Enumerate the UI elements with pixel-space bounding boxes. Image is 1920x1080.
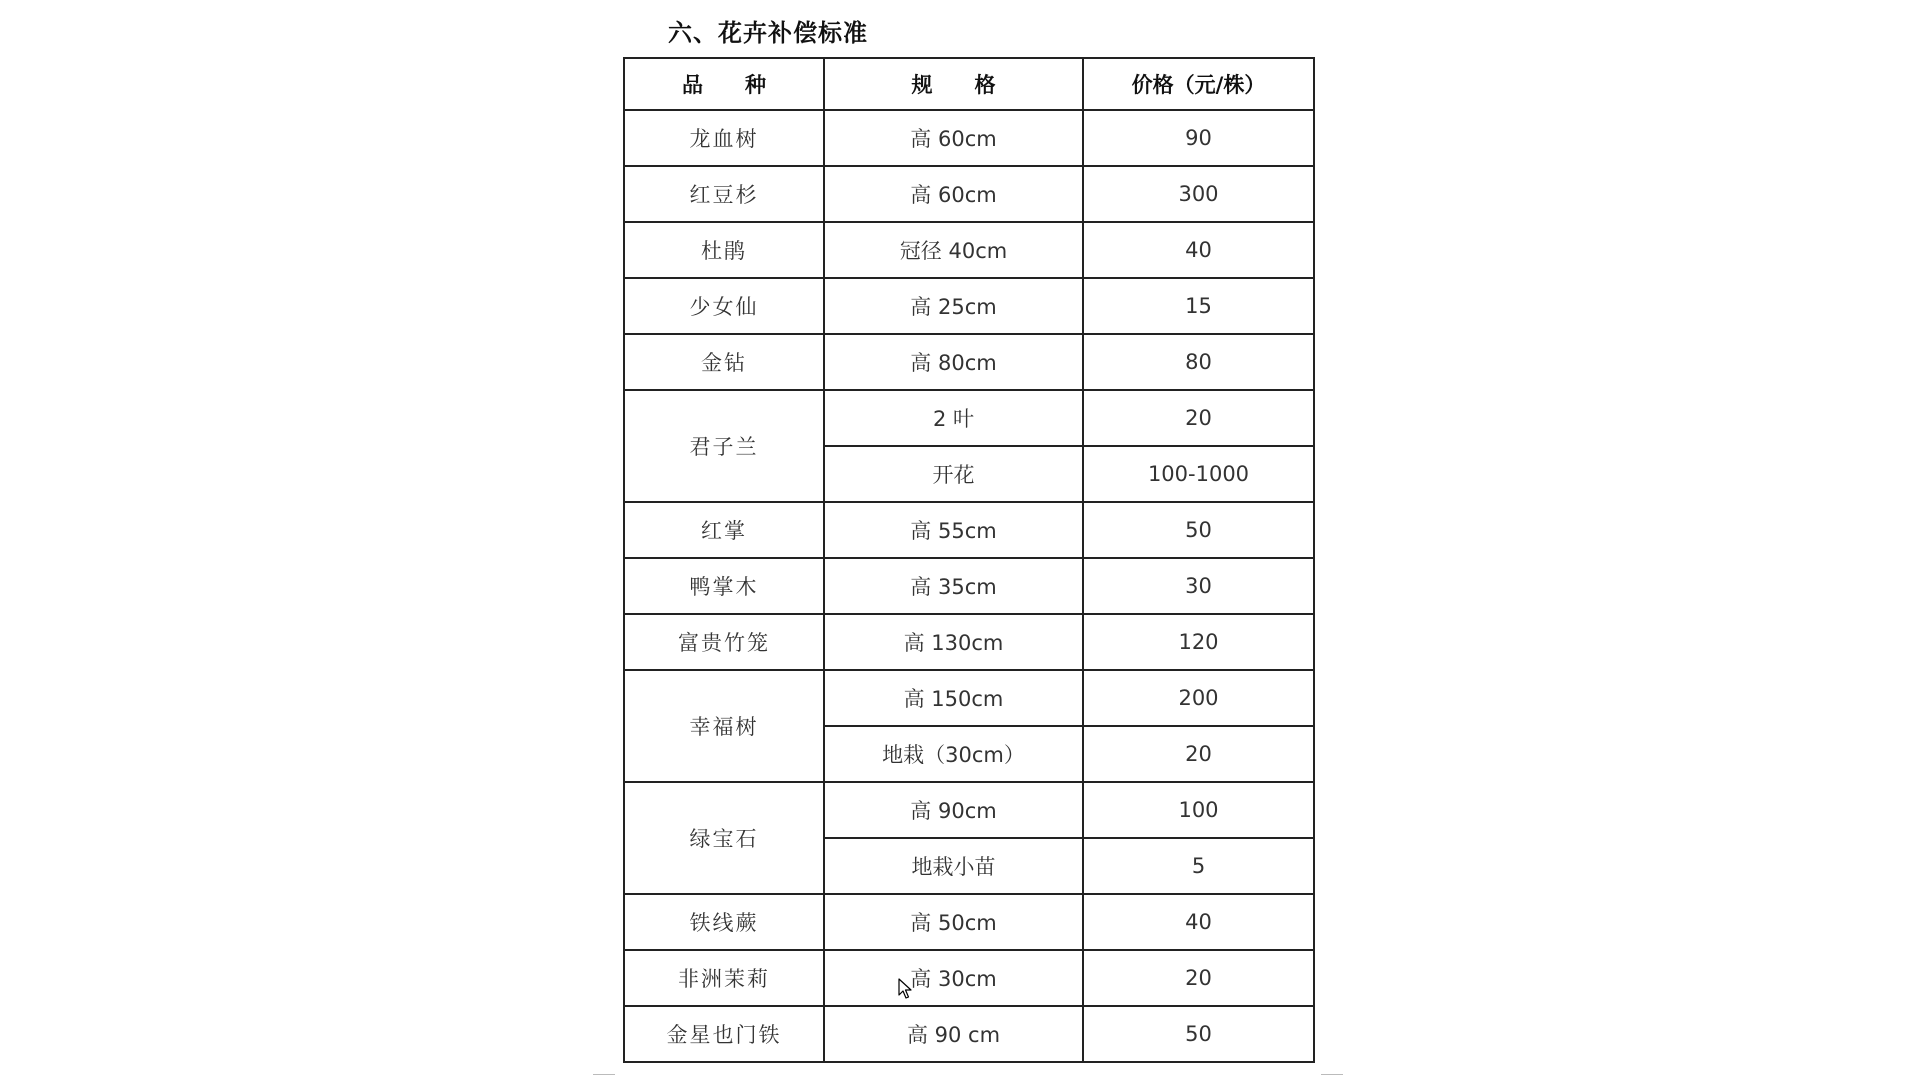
price-cell: 120 bbox=[1083, 614, 1314, 670]
variety-cell: 红掌 bbox=[624, 502, 824, 558]
spec-cell: 高 60cm bbox=[824, 110, 1083, 166]
variety-cell: 龙血树 bbox=[624, 110, 824, 166]
price-cell: 30 bbox=[1083, 558, 1314, 614]
spec-cell: 2 叶 bbox=[824, 390, 1083, 446]
spec-cell: 高 25cm bbox=[824, 278, 1083, 334]
price-cell: 100-1000 bbox=[1083, 446, 1314, 502]
price-cell: 200 bbox=[1083, 670, 1314, 726]
table-row bbox=[624, 278, 1314, 334]
table-row bbox=[624, 670, 1314, 726]
price-cell: 300 bbox=[1083, 166, 1314, 222]
price-cell: 50 bbox=[1083, 1006, 1314, 1062]
spec-cell: 高 50cm bbox=[824, 894, 1083, 950]
variety-cell: 富贵竹笼 bbox=[624, 614, 824, 670]
variety-cell: 杜鹃 bbox=[624, 222, 824, 278]
variety-cell: 金星也门铁 bbox=[624, 1006, 824, 1062]
price-cell: 5 bbox=[1083, 838, 1314, 894]
mouse-pointer-icon bbox=[898, 978, 912, 1000]
table-header-row bbox=[624, 58, 1314, 110]
table-row bbox=[624, 502, 1314, 558]
spec-cell: 高 150cm bbox=[824, 670, 1083, 726]
spec-cell: 高 80cm bbox=[824, 334, 1083, 390]
price-cell: 90 bbox=[1083, 110, 1314, 166]
spec-cell: 地栽小苗 bbox=[824, 838, 1083, 894]
variety-cell: 君子兰 bbox=[624, 390, 824, 502]
price-cell: 20 bbox=[1083, 390, 1314, 446]
table-row bbox=[624, 782, 1314, 838]
spec-cell: 开花 bbox=[824, 446, 1083, 502]
price-cell: 40 bbox=[1083, 894, 1314, 950]
variety-cell: 红豆杉 bbox=[624, 166, 824, 222]
table-row bbox=[624, 166, 1314, 222]
table-row bbox=[624, 334, 1314, 390]
header-variety: 品 种 bbox=[624, 58, 824, 110]
price-cell: 20 bbox=[1083, 950, 1314, 1006]
spec-cell: 高 55cm bbox=[824, 502, 1083, 558]
spec-cell: 高 130cm bbox=[824, 614, 1083, 670]
table-row bbox=[624, 222, 1314, 278]
price-cell: 50 bbox=[1083, 502, 1314, 558]
page-corner-mark-left bbox=[593, 1074, 615, 1075]
price-cell: 20 bbox=[1083, 726, 1314, 782]
spec-cell: 高 90 cm bbox=[824, 1006, 1083, 1062]
variety-cell: 非洲茉莉 bbox=[624, 950, 824, 1006]
variety-cell: 铁线蕨 bbox=[624, 894, 824, 950]
variety-cell: 少女仙 bbox=[624, 278, 824, 334]
table-row bbox=[624, 894, 1314, 950]
variety-cell: 幸福树 bbox=[624, 670, 824, 782]
spec-cell: 冠径 40cm bbox=[824, 222, 1083, 278]
spec-cell: 高 60cm bbox=[824, 166, 1083, 222]
spec-cell: 地栽（30cm） bbox=[824, 726, 1083, 782]
spec-cell: 高 90cm bbox=[824, 782, 1083, 838]
price-cell: 80 bbox=[1083, 334, 1314, 390]
price-cell: 40 bbox=[1083, 222, 1314, 278]
spec-cell: 高 35cm bbox=[824, 558, 1083, 614]
variety-cell: 绿宝石 bbox=[624, 782, 824, 894]
section-heading: 六、花卉补偿标准 bbox=[668, 19, 868, 47]
table-row bbox=[624, 614, 1314, 670]
header-price: 价格（元/株） bbox=[1083, 58, 1314, 110]
table-row bbox=[624, 950, 1314, 1006]
table-row bbox=[624, 558, 1314, 614]
price-cell: 100 bbox=[1083, 782, 1314, 838]
variety-cell: 鸭掌木 bbox=[624, 558, 824, 614]
table-row bbox=[624, 1006, 1314, 1062]
header-spec: 规 格 bbox=[824, 58, 1083, 110]
compensation-table bbox=[623, 57, 1315, 1063]
spec-cell: 高 30cm bbox=[824, 950, 1083, 1006]
table-row bbox=[624, 390, 1314, 446]
table-row bbox=[624, 110, 1314, 166]
price-cell: 15 bbox=[1083, 278, 1314, 334]
variety-cell: 金钻 bbox=[624, 334, 824, 390]
page-corner-mark-right bbox=[1321, 1074, 1343, 1075]
